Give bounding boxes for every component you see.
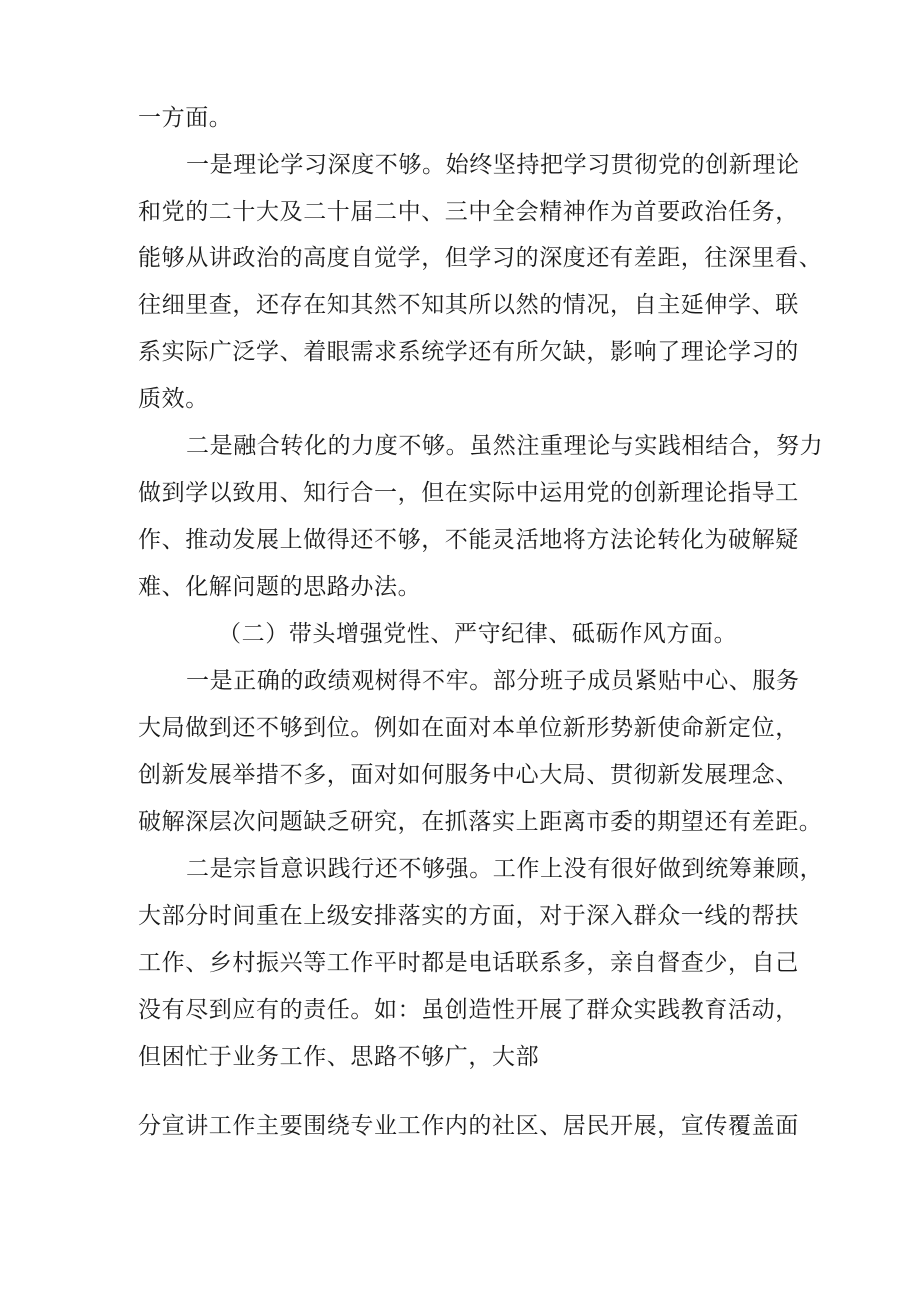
text-line-19: 工作、乡村振兴等工作平时都是电话联系多，亲自督查少，自己 bbox=[138, 950, 799, 976]
text-line-2: 一是理论学习深度不够。始终坚持把学习贯彻党的创新理论 bbox=[186, 152, 800, 178]
text-line-21: 但困忙于业务工作、思路不够广，大部 bbox=[138, 1044, 540, 1070]
text-line-16: 破解深层次问题缺乏研究，在抓落实上距离市委的期望还有差距。 bbox=[138, 809, 823, 835]
text-line-17: 二是宗旨意识践行还不够强。工作上没有很好做到统筹兼顾， bbox=[186, 856, 824, 882]
text-line-10: 作、推动发展上做得还不够，不能灵活地将方法论转化为破解疑 bbox=[138, 527, 799, 553]
text-line-5: 往细里查，还存在知其然不知其所以然的情况，自主延伸学、联 bbox=[138, 292, 799, 318]
text-line-11: 难、化解问题的思路办法。 bbox=[138, 574, 422, 600]
text-line-7: 质效。 bbox=[138, 386, 209, 412]
text-line-1: 一方面。 bbox=[138, 105, 233, 131]
section-heading: （二）带头增强党性、严守纪律、砥砺作风方面。 bbox=[218, 621, 738, 647]
text-line-8: 二是融合转化的力度不够。虽然注重理论与实践相结合，努力 bbox=[186, 433, 824, 459]
text-line-13: 一是正确的政绩观树得不牢。部分班子成员紧贴中心、服务 bbox=[186, 668, 800, 694]
text-line-3: 和党的二十大及二十届二中、三中全会精神作为首要政治任务， bbox=[138, 199, 799, 225]
text-line-18: 大部分时间重在上级安排落实的方面，对于深入群众一线的帮扶 bbox=[138, 903, 799, 929]
text-line-20: 没有尽到应有的责任。如：虽创造性开展了群众实践教育活动， bbox=[138, 997, 799, 1023]
text-line-9: 做到学以致用、知行合一，但在实际中运用党的创新理论指导工 bbox=[138, 480, 799, 506]
text-line-6: 系实际广泛学、着眼需求系统学还有所欠缺，影响了理论学习的 bbox=[138, 339, 799, 365]
text-line-22: 分宣讲工作主要围绕专业工作内的社区、居民开展，宣传覆盖面 bbox=[138, 1113, 799, 1139]
text-line-14: 大局做到还不够到位。例如在面对本单位新形势新使命新定位， bbox=[138, 715, 799, 741]
text-line-15: 创新发展举措不多，面对如何服务中心大局、贯彻新发展理念、 bbox=[138, 762, 799, 788]
text-line-4: 能够从讲政治的高度自觉学，但学习的深度还有差距，往深里看、 bbox=[138, 245, 823, 271]
